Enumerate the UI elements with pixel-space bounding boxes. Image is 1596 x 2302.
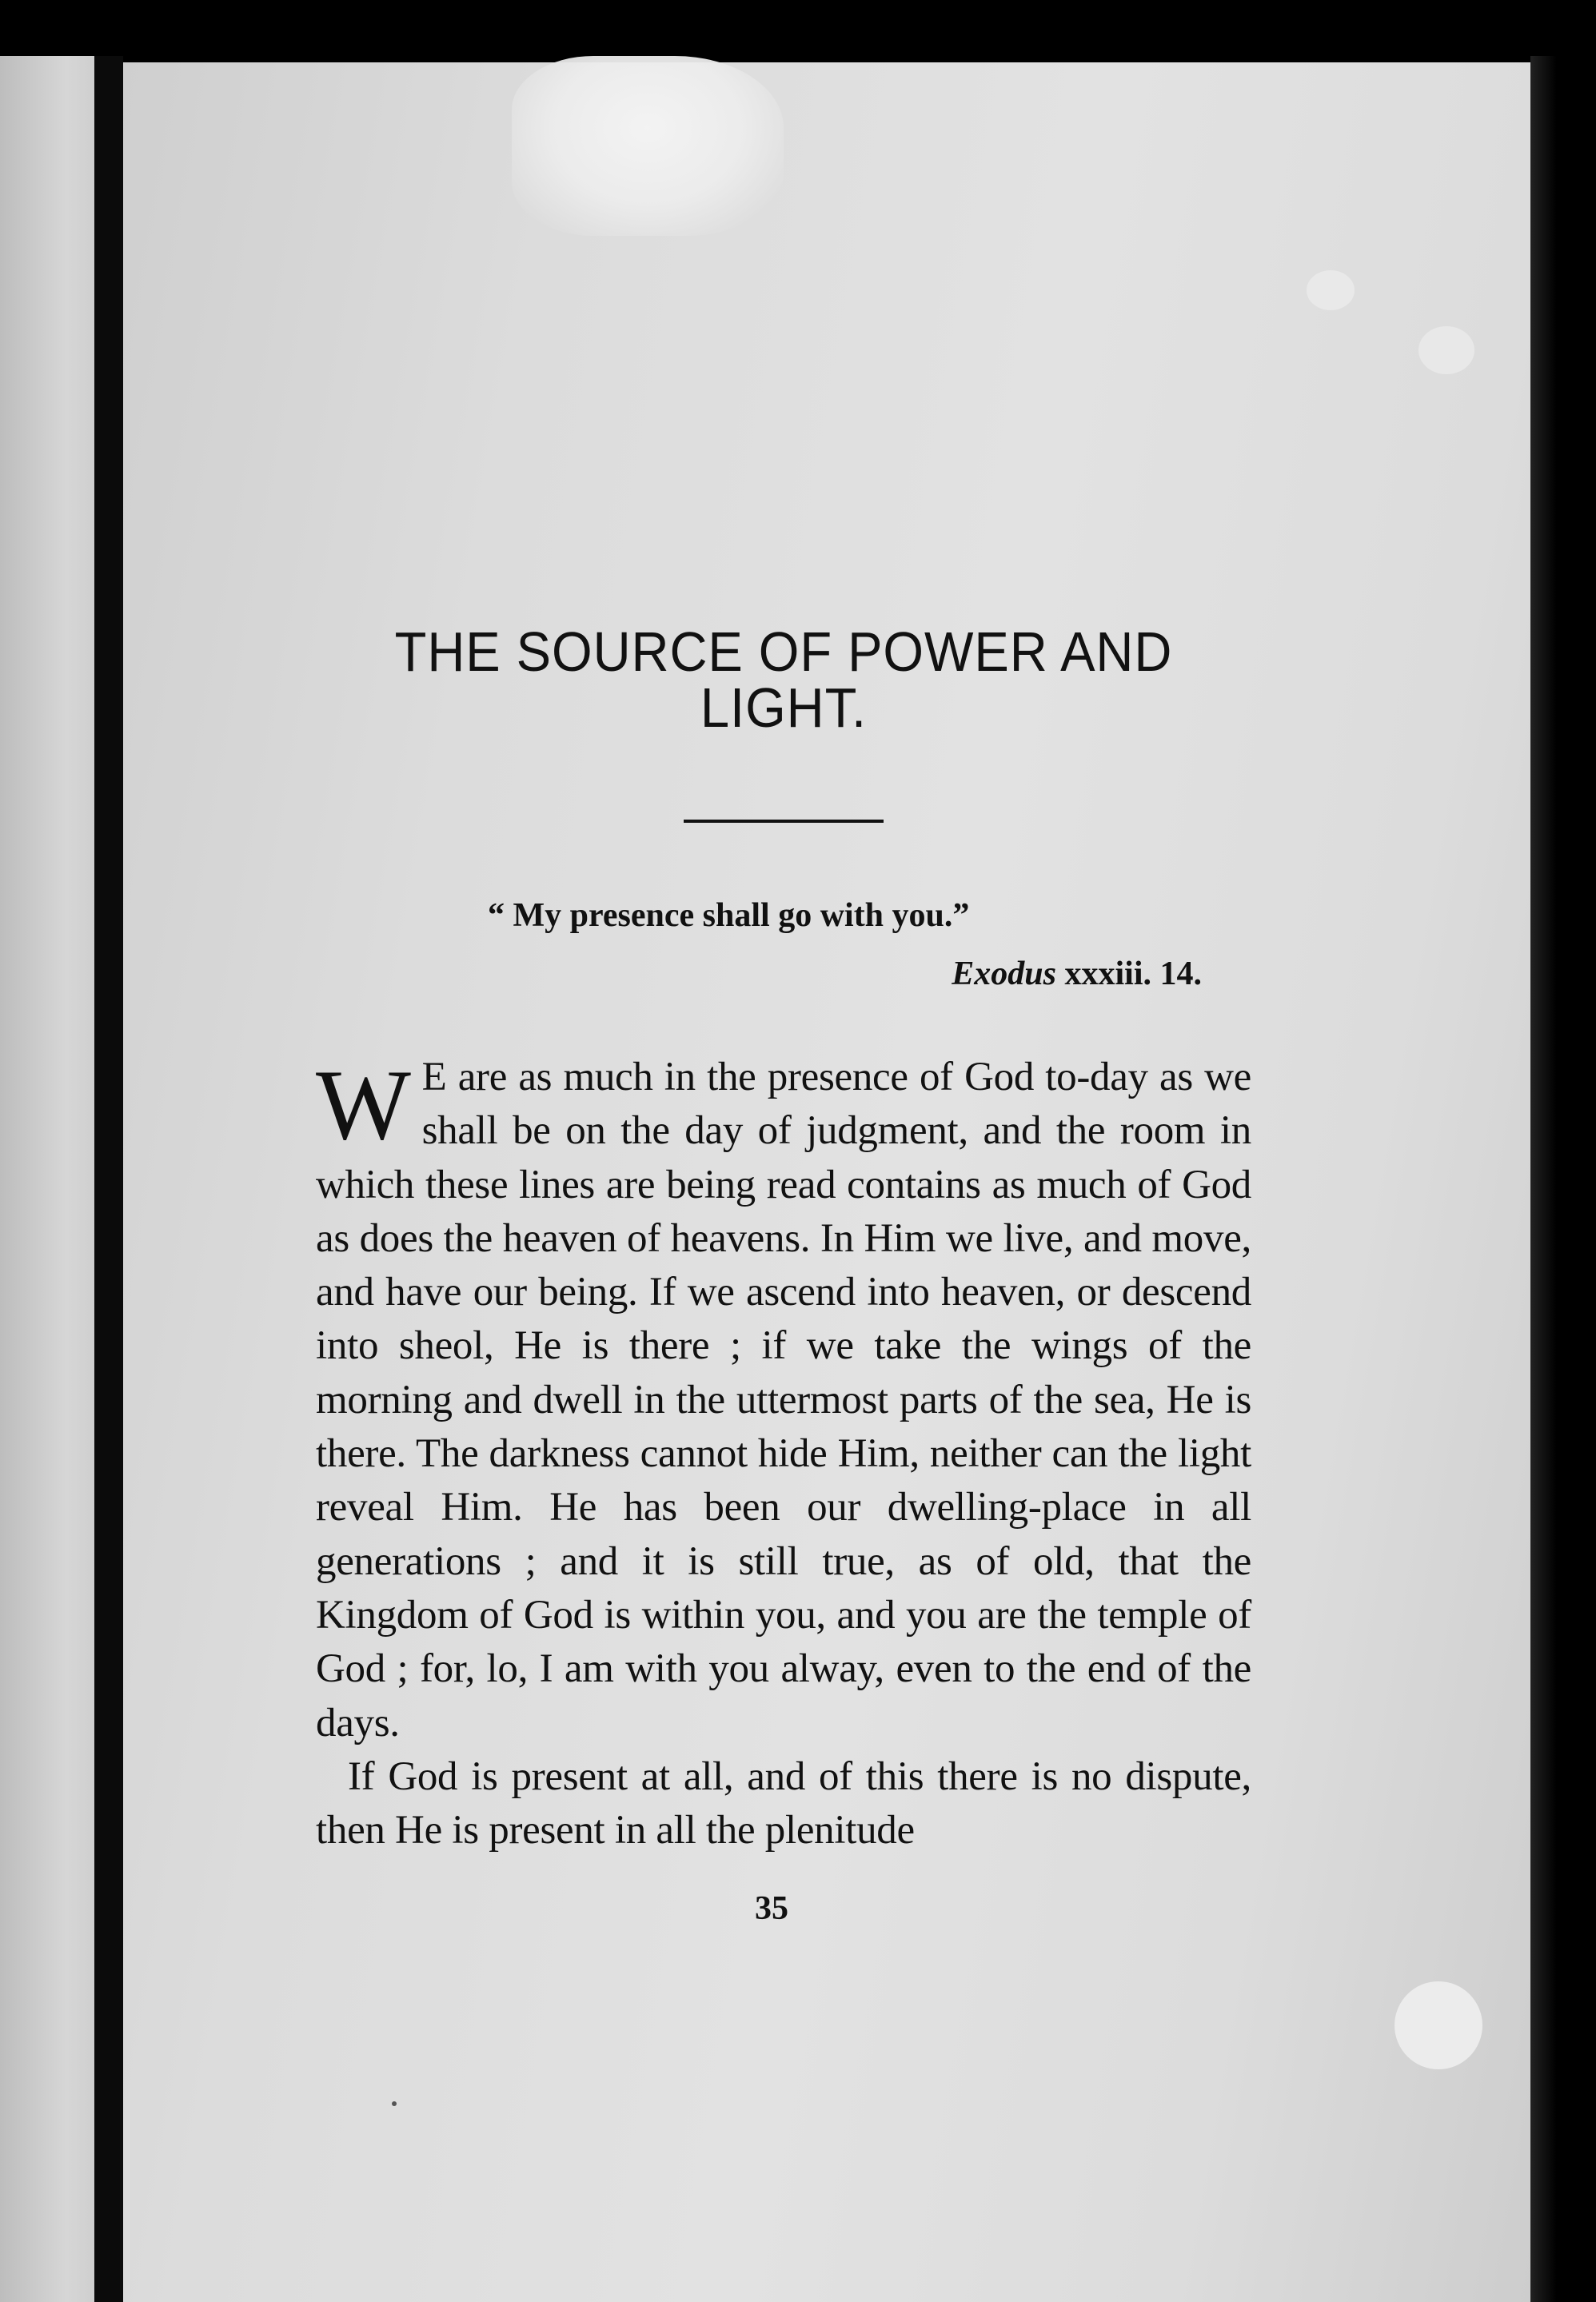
- paragraph: [316, 1051, 1251, 1750]
- paragraph-text: E are as much in the presence of God to-day as we shall be on the day of judgment, and the room in which these lines are being read contains as much of God as does the heaven of heavens. In Him we live, and move, and have our being. If we ascend into heaven, or descend into sheol, He is there ; if we take the wings of the morning and dwell in the uttermost parts of the sea, He is there. The darkness cannot hide Him, neither can the light reveal Him. He has been our dwelling-place in all generations ; and it is still true, as of old, that the Kingdom of God is within you, and you are the temple of God ; for, lo, I am with you alway, even to the end of the days.: [316, 1055, 1251, 1745]
- paper-speck: [1418, 326, 1474, 374]
- epigraph-reference: xxxiii. 14.: [1064, 956, 1202, 992]
- paper-speck: [1307, 270, 1355, 310]
- paper-speck: [392, 2101, 397, 2106]
- page-number: 35: [755, 1890, 788, 1928]
- paper-tape-patch: [512, 56, 784, 236]
- book-binding-gutter: [94, 56, 123, 2302]
- body-text: [316, 1051, 1251, 1857]
- chapter-title: THE SOURCE OF POWER AND LIGHT.: [394, 620, 1173, 739]
- epigraph-source: [316, 955, 1251, 993]
- drop-cap: W: [316, 1050, 411, 1161]
- epigraph-quote: “ My presence shall go with you.”: [488, 897, 970, 934]
- title-rule: [684, 820, 884, 823]
- epigraph-book: Exodus: [952, 956, 1056, 992]
- paper-speck: [1395, 1981, 1482, 2069]
- scan-border-right: [1530, 56, 1596, 2302]
- page-text-block: [316, 620, 1251, 1928]
- facing-page-edge: [0, 56, 94, 2302]
- paragraph: If God is present at all, and of this there is no dispute, then He is present in all the plenitude: [316, 1753, 1251, 1853]
